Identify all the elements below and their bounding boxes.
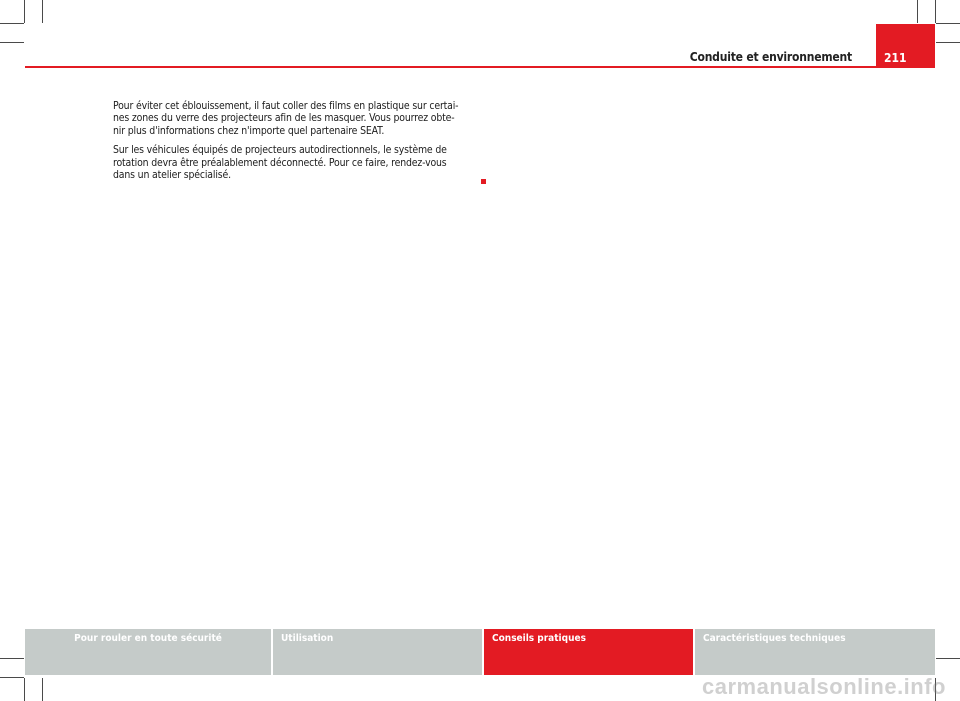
crop-mark	[0, 658, 24, 659]
footer-tab-technical-data[interactable]	[695, 629, 935, 675]
watermark: carmanualsonline.info	[702, 674, 946, 699]
section-end-marker	[481, 179, 486, 184]
page-title: Conduite et environnement	[689, 50, 852, 64]
crop-mark	[917, 0, 918, 23]
header-rule	[25, 66, 935, 68]
crop-mark	[936, 23, 960, 24]
crop-mark	[42, 678, 43, 701]
crop-mark	[936, 42, 960, 43]
crop-mark	[24, 678, 25, 701]
crop-mark	[0, 23, 24, 24]
footer-tab-label: Caractéristiques techniques	[703, 633, 846, 644]
crop-mark	[42, 0, 43, 23]
footer-tab-label: Pour rouler en toute sécurité	[74, 633, 222, 644]
footer-tab-safety[interactable]	[25, 629, 271, 675]
footer-tab-label: Conseils pratiques	[492, 633, 586, 644]
crop-mark	[0, 42, 24, 43]
page-number: 211	[884, 51, 907, 65]
body-text	[113, 100, 473, 188]
footer-tab-practical-tips[interactable]	[484, 629, 693, 675]
crop-mark	[0, 677, 24, 678]
crop-mark	[936, 658, 960, 659]
footer-tab-operation[interactable]	[273, 629, 482, 675]
crop-mark	[24, 0, 25, 23]
paragraph: Sur les véhicules équipés de projecteurs autodirectionnels, le système de rotation devra être préalablement déconnecté. Pour ce faire, rendez-vous dans un atelier spécialisé.	[113, 144, 447, 182]
crop-mark	[935, 0, 936, 23]
footer-tab-label: Utilisation	[281, 633, 334, 644]
paragraph: Pour éviter cet éblouissement, il faut coller des films en plastique sur certai- nes zones du verre des projecteurs afin de les masquer. Vous pourrez obte- nir plus d'informations chez n'importe quel partenaire SEAT.	[113, 100, 459, 137]
